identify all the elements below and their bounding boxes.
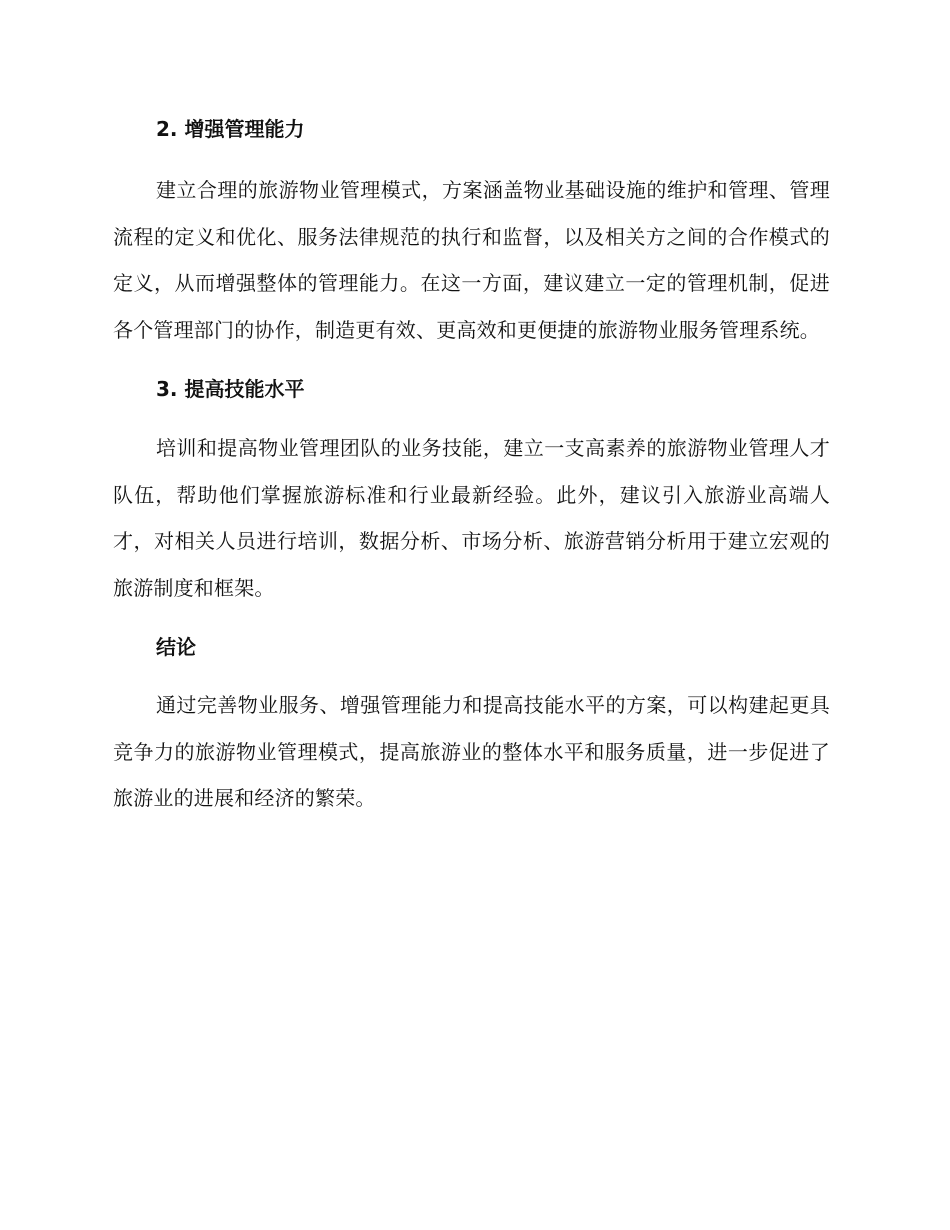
section-heading-skills: 3. 提高技能水平: [156, 377, 305, 401]
paragraph-skills: 培训和提高物业管理团队的业务技能，建立一支高素养的旅游物业管理人才队伍，帮助他们掌握旅游标准和行业最新经验。此外，建议引入旅游业高端人才，对相关人员进行培训，数据分析、市场分析、旅游营销分析用于建立宏观的旅游制度和框架。: [113, 436, 830, 600]
section-heading-conclusion: 结论: [156, 635, 196, 659]
paragraph-conclusion: 通过完善物业服务、增强管理能力和提高技能水平的方案，可以构建起更具竞争力的旅游物业管理模式，提高旅游业的整体水平和服务质量，进一步促进了旅游业的进展和经济的繁荣。: [113, 693, 830, 810]
paragraph-management: 建立合理的旅游物业管理模式，方案涵盖物业基础设施的维护和管理、管理流程的定义和优化、服务法律规范的执行和监督，以及相关方之间的合作模式的定义，从而增强整体的管理能力。在这一方面，建议建立一定的管理机制，促进各个管理部门的协作，制造更有效、更高效和更便捷的旅游物业服务管理系统。: [113, 178, 830, 342]
section-heading-management: 2. 增强管理能力: [156, 117, 305, 141]
